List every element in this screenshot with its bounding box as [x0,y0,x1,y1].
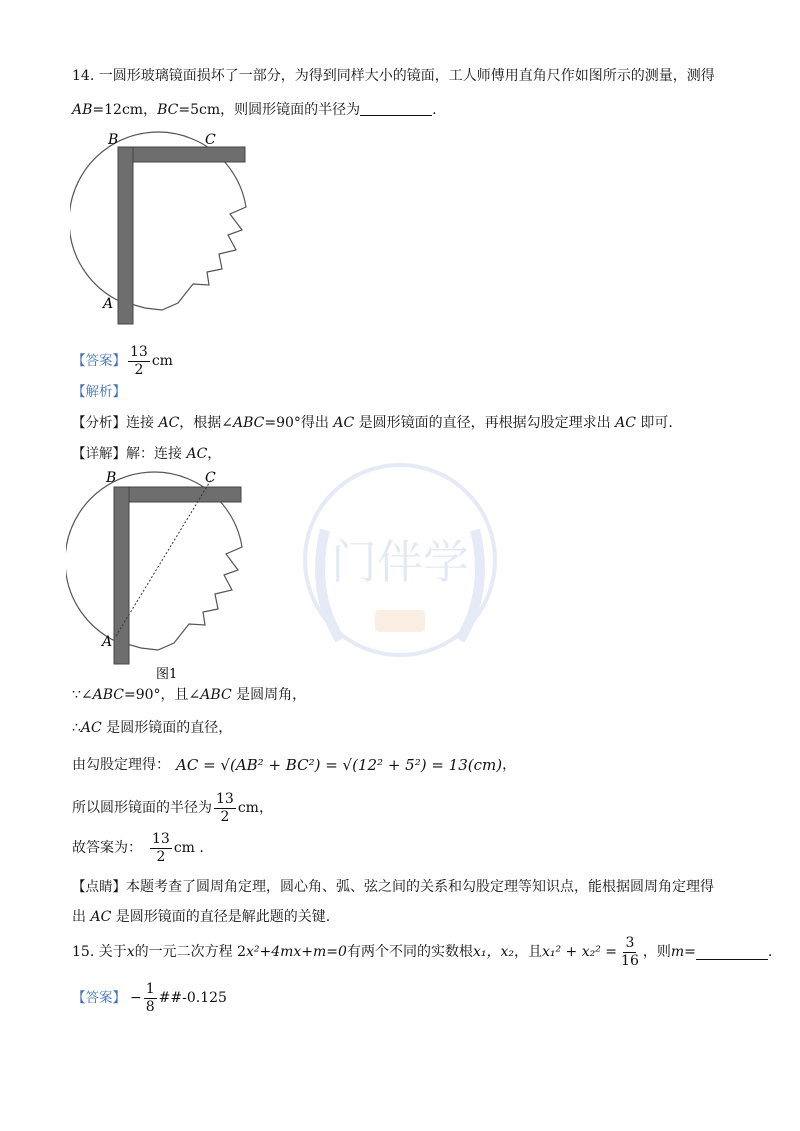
solution-step4: 所以圆形镜面的半径为 $\frac{13}{2}$ cm， [72,790,273,825]
fraction: $\frac{3}{16}$ [621,934,639,969]
detail-heading: 【详解】解：连接 AC， [72,446,222,462]
fraction: $\frac{13}{2}$ [216,790,234,825]
dianjing-line1: 【点睛】本题考查了圆周角定理，圆心角、弧、弦之间的关系和勾股定理等知识点，能根据圆周角定理得 [72,879,714,895]
answer-blank [696,945,768,960]
answer-15: 【答案】 − $\frac{1}{8}$ ##-0.125 [72,980,227,1015]
label-a: A [103,296,114,312]
dianjing-line2: 出 AC 是圆形镜面的直径是解此题的关键. [72,909,331,925]
q14-line2: AB=12cm，BC=5cm，则圆形镜面的半径为 . [72,102,437,118]
pythagoras-formula: AC = √(AB² + BC²) = √(12² + 5²) = 13(cm) [176,756,503,774]
label-a: A [102,634,113,650]
solution-step5: 故答案为： $\frac{13}{2}$ cm . [72,830,204,865]
answer-blank [360,101,432,116]
q15-line: 15. 关于 x 的一元二次方程 2 x²+4mx+m=0 有两个不同的实数根 x₁，x₂ ，且 x₁² + x₂² = $\frac{3}{16}$ ，则 m = . [72,934,773,969]
analysis-fenxi: 【分析】连接 AC，根据∠ABC=90°得出 AC 是圆形镜面的直径，再根据勾股定理求出 AC 即可. [72,415,673,431]
figure-mirror-2 [66,468,256,688]
watermark-logo [280,440,520,690]
label-b: B [106,470,117,486]
solution-step1: ∵∠ABC=90°，且∠ABC 是圆周角， [72,687,307,703]
figure-caption: 图1 [156,667,178,682]
fraction: $\frac{1}{8}$ [145,980,155,1015]
svg-text:门伴学: 门伴学 [331,535,469,589]
answer-14: 【答案】 $\frac{13}{2}$ cm [72,343,173,378]
label-c: C [205,470,216,486]
fraction: $\frac{13}{2}$ [130,343,148,378]
analysis-heading: 【解析】 [72,384,126,400]
figure-mirror-1 [70,128,260,328]
fraction: $\frac{13}{2}$ [152,830,170,865]
label-b: B [108,132,119,148]
q14-line1: 14. 一圆形玻璃镜面损坏了一部分，为得到同样大小的镜面，工人师傅用直角尺作如图所示的测量，测得 [72,68,715,84]
solution-step2: ∴AC 是圆形镜面的直径， [72,720,233,736]
solution-step3: 由勾股定理得： AC = √(AB² + BC²) = √(12² + 5²) = 13(cm) ， [72,756,517,774]
diameter-ac [116,480,211,636]
label-c: C [205,132,216,148]
